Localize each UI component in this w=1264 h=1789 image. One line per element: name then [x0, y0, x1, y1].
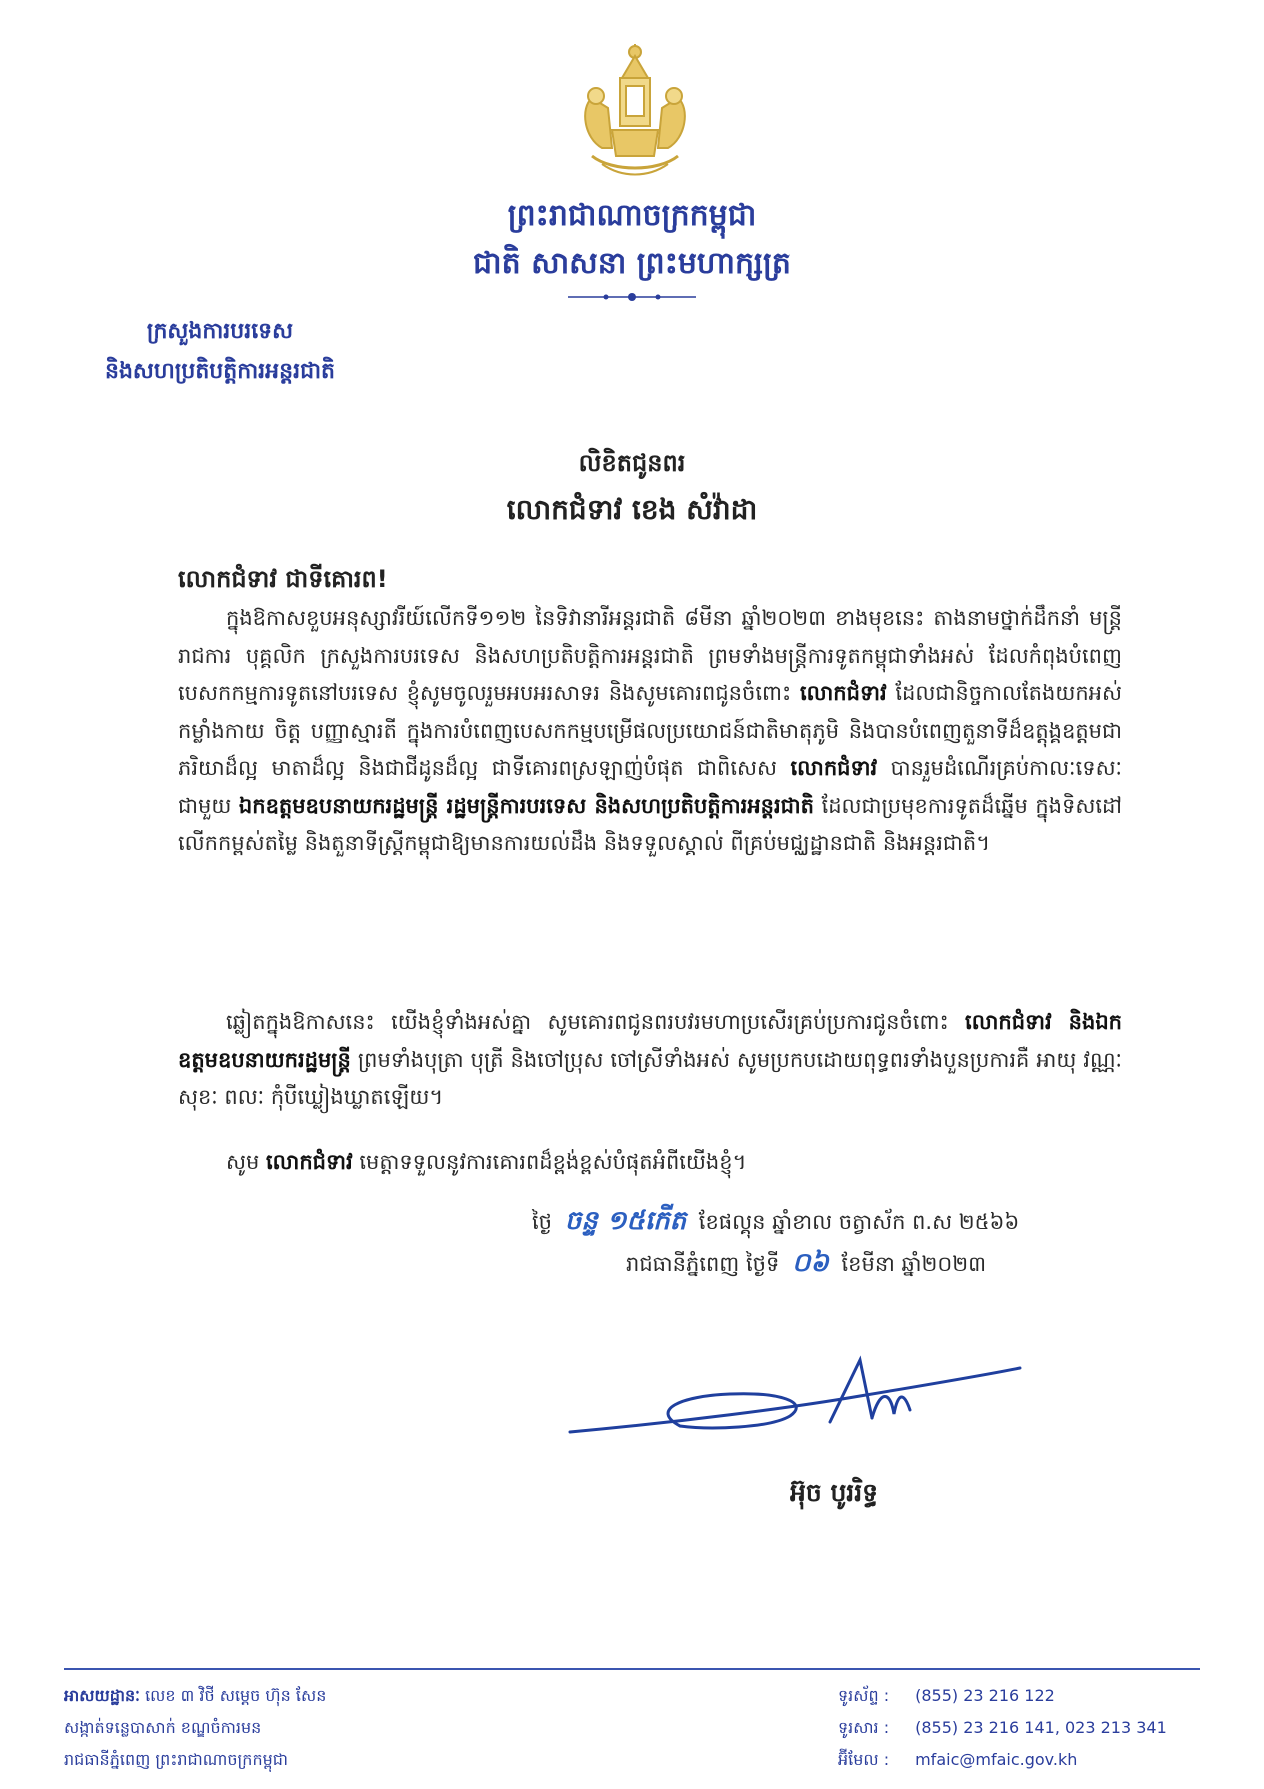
address-line-1: [64, 1680, 326, 1712]
paragraph-3-text: មេត្តាទទួលនូវការគោរពដ៏ខ្ពង់ខ្ពស់បំផុតអំពីយើងខ្ញុំ។: [352, 1150, 747, 1174]
ministry-name: [60, 312, 380, 392]
lunar-date-handwritten: ចន្ទ ១៥កើត: [564, 1206, 687, 1236]
body-paragraph-2: [178, 1004, 1122, 1117]
phone-number[interactable]: (855) 23 216 122: [915, 1686, 1055, 1705]
paragraph-1-bold: លោកជំទាវ: [799, 681, 887, 705]
solar-date-prefix: រាជធានីភ្នំពេញ ថ្ងៃទី: [626, 1252, 780, 1276]
lunar-date: [532, 1204, 1019, 1242]
paragraph-1-text: ដែលជានិច្ចកាលតែងយកអស់កម្លាំងកាយ ចិត្ត បញ្ញាស្មារតី ក្នុងការបំពេញបេសកកម្មបម្រើផលប្រយោជន៍ជាតិមាតុភូមិ និងបានបំពេញតួនាទីដ៏ឧត្តុង្គឧត្តមជាភរិយាដ៏ល្អ មាតាដ៏ល្អ និងជាជីដូនដ៏ល្អ ជាទីគោរពស្រឡាញ់បំផុត ជាពិសេស: [178, 681, 1122, 780]
footer-address: [64, 1680, 326, 1776]
paragraph-1-text: ក្នុងឱកាសខួបអនុស្សាវរីយ៍លើកទី១១២ នៃទិវានារីអន្តរជាតិ ៨មីនា ឆ្នាំ២០២៣ ខាងមុខនេះ តាងនាមថ្នាក់ដឹកនាំ មន្ត្រីរាជការ បុគ្គលិក ក្រសួងការបរទេស និងសហប្រតិបត្តិការអន្តរជាតិ ព្រមទាំងមន្ត្រីការទូតកម្ពុជាទាំងអស់ ដែលកំពុងបំពេញបេសកកម្មការទូតនៅបរទេស ខ្ញុំសូមចូលរួមអបអរសាទរ និងសូមគោរពជូនចំពោះ: [178, 606, 1122, 705]
letter-recipient: លោកជំទាវ ខេង សំវ៉ាដា: [506, 493, 758, 526]
body-paragraph-1: [178, 600, 1122, 863]
paragraph-2-bold: លោកជំទាវ និងឯកឧត្តមឧបនាយករដ្ឋមន្ត្រី: [178, 1010, 1122, 1072]
email-label: អ៊ីមែល :: [838, 1750, 890, 1769]
ministry-line2: និងសហប្រតិបត្តិការអន្តរជាតិ: [105, 359, 335, 384]
paragraph-2-text: ព្រមទាំងបុត្រា បុត្រី និងចៅប្រុស ចៅស្រីទាំងអស់ សូមប្រកបដោយពុទ្ធពរទាំងបួនប្រការគឺ អាយុ វណ្ណៈ សុខៈ ពលៈ កុំបីឃ្លៀងឃ្លាតឡើយ។: [178, 1047, 1122, 1109]
fax-row: [838, 1712, 1167, 1744]
paragraph-1-text: ដែលជាប្រមុខការទូតដ៏ឆ្នើម ក្នុងទិសដៅលើកកម្ពស់តម្លៃ និងតួនាទីស្ត្រីកម្ពុជាឱ្យមានការយល់ដឹង និងទទួលស្គាល់ ពីគ្រប់មជ្ឈដ្ឋានជាតិ និងអន្តរជាតិ។: [178, 793, 1122, 855]
ministry-line1: ក្រសួងការបរទេស: [146, 319, 294, 344]
paragraph-1-text: បានរួមដំណើរគ្រប់កាលៈទេសៈជាមួយ: [178, 756, 1122, 818]
signer-name: អ៊ុច បូររិទ្ធ: [790, 1478, 879, 1507]
paragraph-2-text: ឆ្លៀតក្នុងឱកាសនេះ យើងខ្ញុំទាំងអស់គ្នា សូមគោរពជូនពរបវរមហាប្រសើរគ្រប់ប្រការជូនចំពោះ: [226, 1010, 966, 1034]
footer-contacts: [838, 1680, 1167, 1776]
fax-label: ទូរសារ :: [838, 1718, 890, 1737]
lunar-date-suffix: ខែផល្គុន ឆ្នាំខាល ចត្វាស័ក ព.ស ២៥៦៦: [698, 1210, 1020, 1234]
salutation: លោកជំទាវ ជាទីគោរព!: [178, 565, 388, 593]
signature-icon: [560, 1340, 1030, 1450]
fax-number: (855) 23 216 141, 023 213 341: [915, 1718, 1167, 1737]
address-line-2: សង្កាត់ទន្លេបាសាក់ ខណ្ឌចំការមន: [64, 1718, 262, 1737]
paragraph-3-text: សូម: [226, 1150, 267, 1174]
solar-date-suffix: ខែមីនា ឆ្នាំ២០២៣: [841, 1252, 987, 1276]
email-link[interactable]: mfaic@mfaic.gov.kh: [915, 1750, 1078, 1769]
solar-date-handwritten: ០៦: [792, 1248, 829, 1278]
national-motto: ជាតិ សាសនា ព្រះមហាក្សត្រ: [473, 246, 791, 281]
address-street: លេខ ៣ វិថី សម្តេច ហ៊ុន សែន: [145, 1686, 327, 1705]
phone-row: [838, 1680, 1167, 1712]
body-paragraph-3: [178, 1144, 1122, 1182]
kingdom-name: ព្រះរាជាណាចក្រកម្ពុជា: [507, 198, 757, 233]
ornament-divider-icon: [566, 290, 698, 304]
address-line-3: រាជធានីភ្នំពេញ ព្រះរាជាណាចក្រកម្ពុជា: [64, 1750, 288, 1769]
phone-label: ទូរស័ព្ទ :: [838, 1686, 890, 1705]
lunar-date-prefix: ថ្ងៃ: [532, 1210, 552, 1234]
footer-divider: [64, 1668, 1200, 1670]
address-label: អាសយដ្ឋានៈ: [64, 1686, 140, 1705]
paragraph-1-bold: លោកជំទាវ: [790, 756, 878, 780]
paragraph-3-bold: លោកជំទាវ: [266, 1150, 353, 1174]
paragraph-1-bold: ឯកឧត្តមឧបនាយករដ្ឋមន្ត្រី រដ្ឋមន្ត្រីការបរទេស និងសហប្រតិបត្តិការអន្តរជាតិ: [238, 793, 814, 818]
royal-emblem-icon: [562, 38, 708, 182]
email-row: [838, 1744, 1167, 1776]
solar-date: [626, 1246, 986, 1284]
letter-title: លិខិតជូនពរ: [578, 449, 686, 477]
